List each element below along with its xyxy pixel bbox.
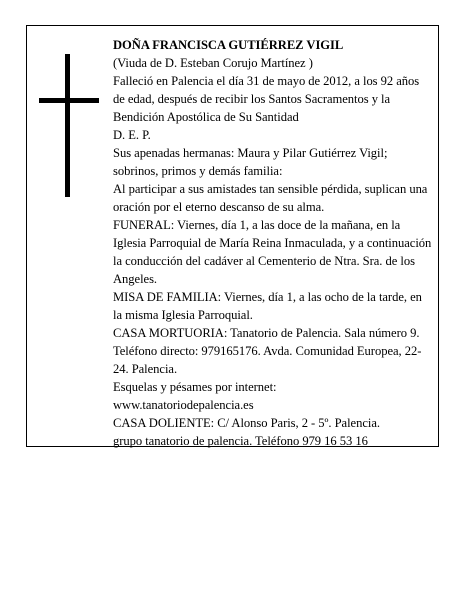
widow-of-line: (Viuda de D. Esteban Corujo Martínez )	[113, 56, 313, 70]
cross-icon	[39, 54, 99, 197]
obituary-notice	[26, 25, 439, 447]
obituary-text	[113, 36, 433, 450]
mourning-house-info: CASA DOLIENTE: C/ Alonso Paris, 2 - 5º. Palencia.	[113, 416, 380, 430]
prayer-request: Al participar a sus amistades tan sensible pérdida, suplican una oración por el eterno descanso de su alma.	[113, 182, 428, 214]
family-line: Sus apenadas hermanas: Maura y Pilar Gutiérrez Vigil; sobrinos, primos y demás familia:	[113, 146, 388, 178]
footer-line: grupo tanatorio de palencia. Teléfono 979 16 53 16	[113, 434, 368, 448]
family-mass-info: MISA DE FAMILIA: Viernes, día 1, a las ocho de la tarde, en la misma Iglesia Parroquial.	[113, 290, 422, 322]
funeral-info: FUNERAL: Viernes, día 1, a las doce de la mañana, en la Iglesia Parroquial de María Reina Inmaculada, y a continuación la conducción del cadáver al Cementerio de Ntra. Sra. de los Angeles.	[113, 218, 432, 286]
funeral-home-info: CASA MORTUORIA: Tanatorio de Palencia. Sala número 9. Teléfono directo: 979165176. Avda. Comunidad Europea, 22-24. Palencia.	[113, 326, 422, 376]
cross-vertical-bar	[65, 54, 70, 197]
website-link[interactable]: www.tanatoriodepalencia.es	[113, 398, 254, 412]
cross-horizontal-bar	[39, 98, 99, 103]
online-condolences-label: Esquelas y pésames por internet:	[113, 380, 277, 394]
deceased-name: DOÑA FRANCISCA GUTIÉRREZ VIGIL	[113, 38, 344, 52]
death-notice: Falleció en Palencia el día 31 de mayo de 2012, a los 92 años de edad, después de recibir los Santos Sacramentos y la Bendición Apostólica de Su Santidad	[113, 74, 420, 124]
dep-line: D. E. P.	[113, 128, 151, 142]
